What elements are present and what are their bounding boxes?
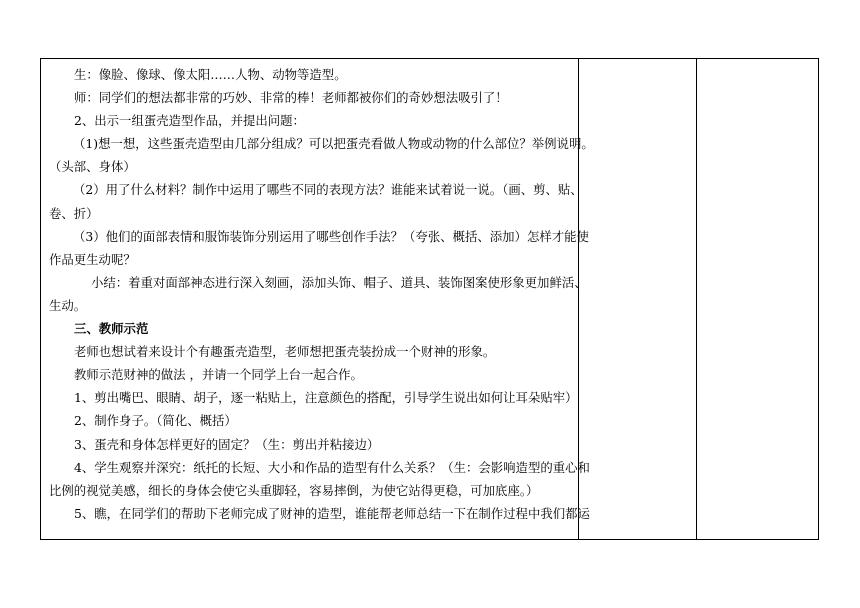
text-line: 生：像脸、像球、像太阳……人物、动物等造型。 [74, 67, 347, 82]
text-line: （3）他们的面部表情和服饰装饰分别运用了哪些创作手法？（夸张、概括、添加）怎样才能使 [73, 228, 589, 244]
lesson-plan-table [40, 58, 819, 540]
text-line: （1)想一想，这些蛋壳造型由几部分组成？可以把蛋壳看做人物或动物的什么部位？举例说明。 [73, 136, 594, 152]
teaching-process-cell [41, 59, 594, 540]
text-line: 5、瞧，在同学们的帮助下老师完成了财神的造型，谁能帮老师总结一下在制作过程中我们都运 [74, 505, 590, 521]
text-line: 卷、折） [49, 205, 99, 221]
text-line: 作品更生动呢？ [49, 251, 136, 267]
text-line: 小结：着重对面部神态进行深入刻画，添加头饰、帽子、道具、装饰图案使形象更加鲜活、 [91, 274, 587, 290]
text-line: 教师示范财神的做法 ，并请一个同学上台一起合作。 [74, 367, 363, 383]
text-line: （2）用了什么材料？制作中运用了哪些不同的表现方法？谁能来试着说一说。（画、剪、贴、 [73, 182, 583, 198]
student-activity-cell [579, 59, 697, 540]
text-line: 生动。 [49, 297, 87, 313]
text-line: 师：同学们的想法都非常的巧妙、非常的棒！老师都被你们的奇妙想法吸引了！ [74, 90, 508, 106]
design-intent-cell [697, 59, 819, 540]
text-line: 3、蛋壳和身体怎样更好的固定？（生：剪出并粘接边） [74, 436, 380, 452]
text-line: 4、学生观察并深究：纸托的长短、大小和作品的造型有什么关系？（生：会影响造型的重心和 [74, 459, 590, 475]
section-heading: 三、教师示范 [74, 321, 149, 337]
text-line: 1、剪出嘴巴、眼睛、胡子，逐一粘贴上，注意颜色的搭配，引导学生说出如何让耳朵贴牢） [74, 390, 578, 406]
table-row [41, 59, 819, 540]
text-line: （头部、身体） [49, 159, 136, 175]
teaching-process-text [41, 59, 594, 525]
text-line: 老师也想试着来设计个有趣蛋壳造型，老师想把蛋壳装扮成一个财神的形象。 [74, 344, 496, 360]
text-line: 比例的视觉美感，细长的身体会使它头重脚轻，容易摔倒，为使它站得更稳，可加底座。） [49, 482, 539, 498]
text-line: 2、出示一组蛋壳造型作品，并提出问题： [74, 113, 305, 129]
text-line: 2、制作身子。（简化、概括） [74, 413, 237, 429]
